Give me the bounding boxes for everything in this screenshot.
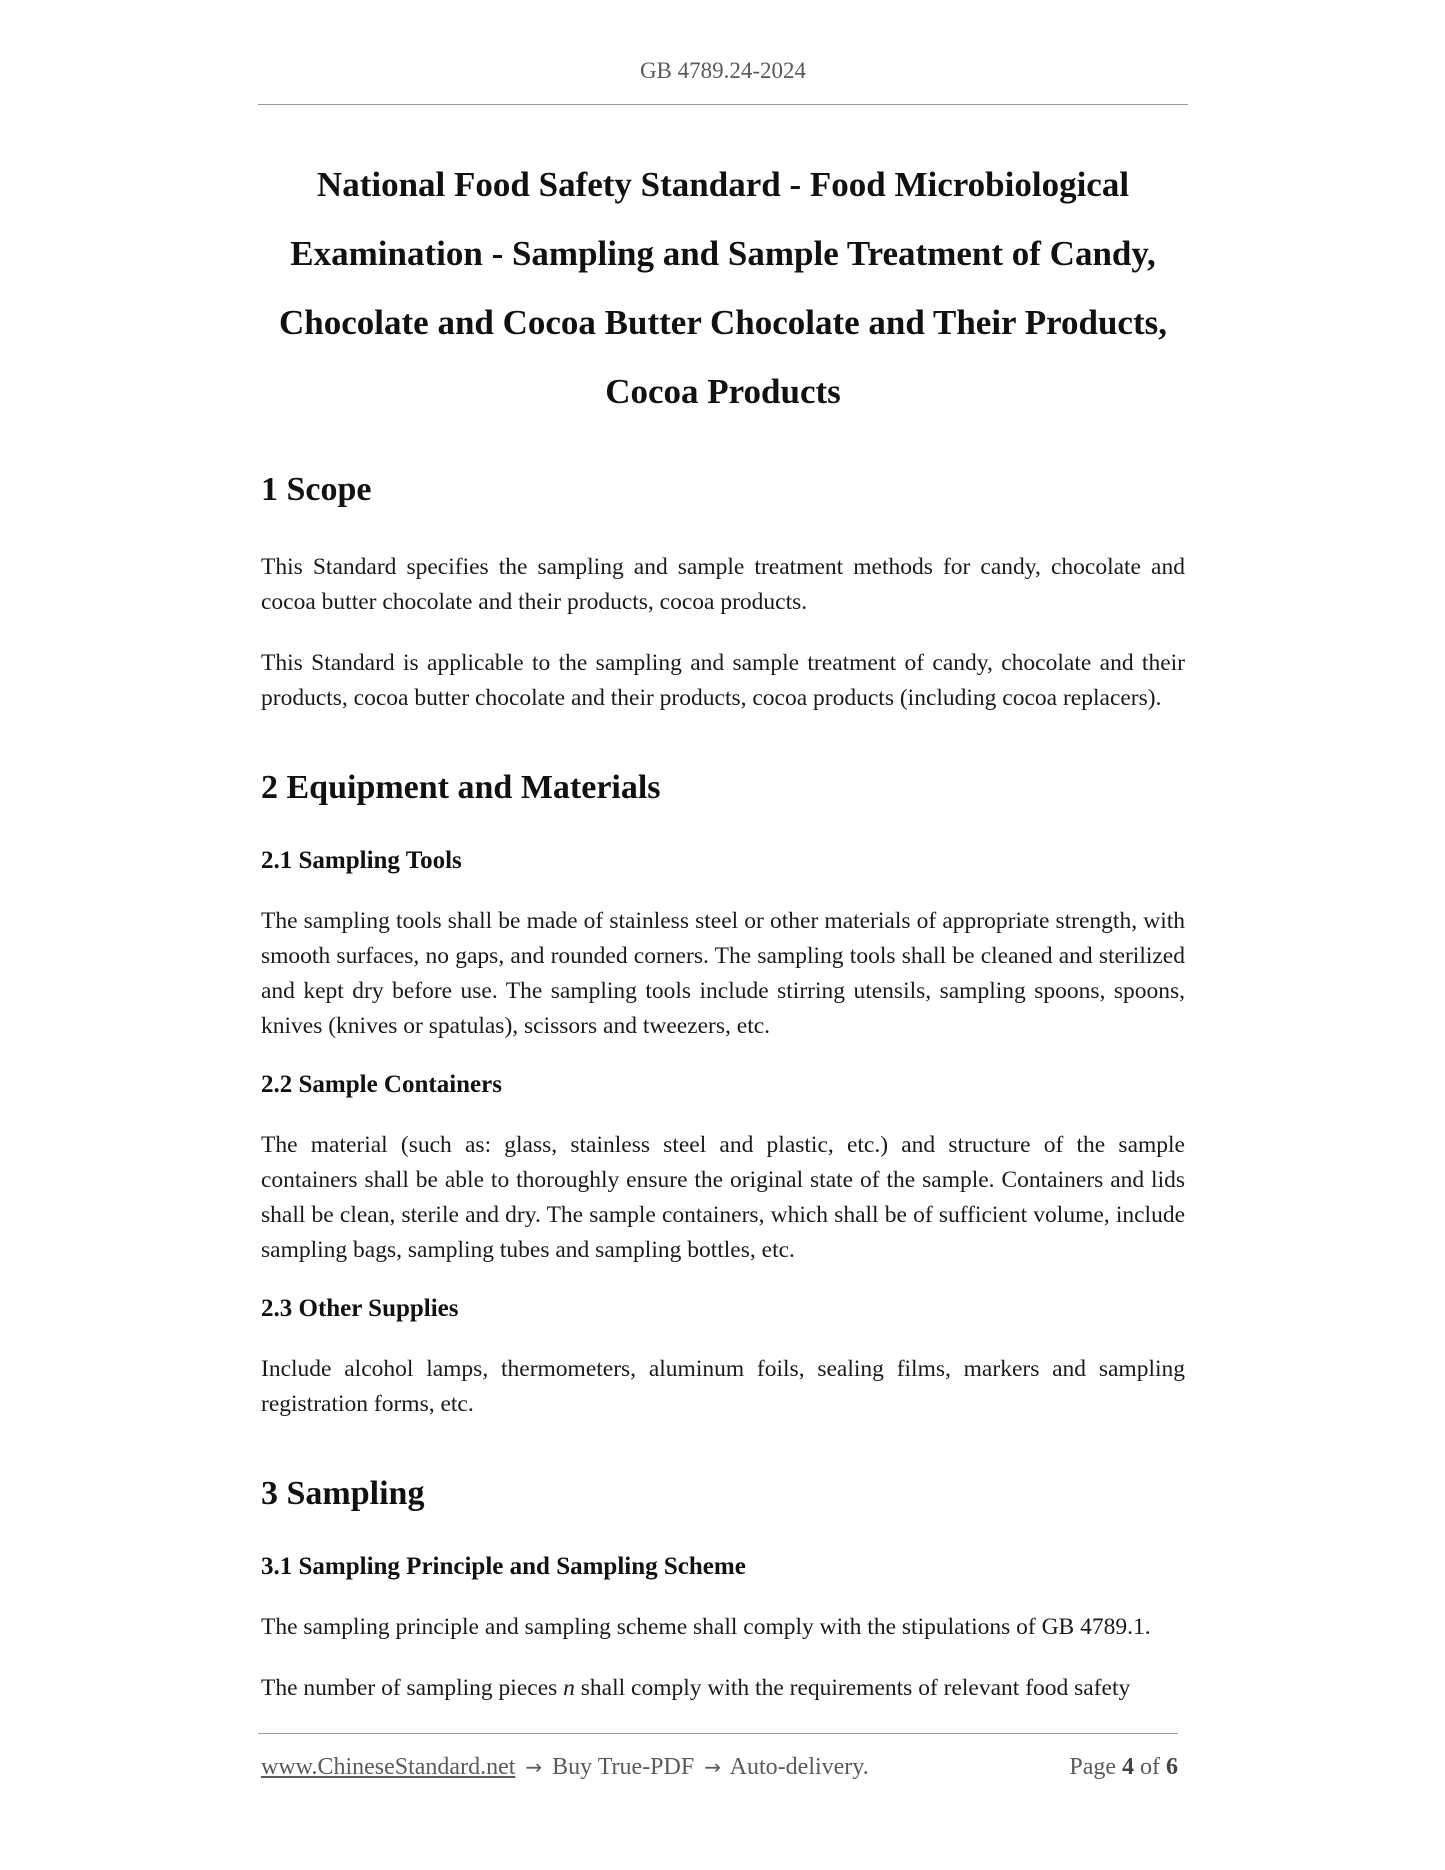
paragraph-text-after: shall comply with the requirements of relevant food safety [574, 1675, 1131, 1701]
section-heading-sampling: 3 Sampling [261, 1475, 425, 1512]
section-heading-equipment: 2 Equipment and Materials [261, 769, 661, 806]
sampling-principle-paragraph-2 [261, 1671, 1185, 1706]
title-line-4: Cocoa Products [605, 372, 841, 411]
running-header: GB 4789.24-2024 [639, 58, 807, 83]
page-content [261, 150, 1185, 1706]
subsection-heading-other-supplies: 2.3 Other Supplies [261, 1295, 459, 1322]
sampling-tools-paragraph: The sampling tools shall be made of stainless steel or other materials of appropriate strength, with smooth surfaces, no gaps, and rounded corners. The sampling tools shall be cleaned and sterilized and kept dry before use. The sampling tools include stirring utensils, sampling spoons, spoons, knives (knives or spatulas), scissors and tweezers, etc. [261, 908, 1185, 1039]
buy-true-pdf-text: Buy True-PDF [552, 1754, 695, 1780]
subsection-heading-sampling-tools: 2.1 Sampling Tools [261, 847, 462, 874]
page-total: 6 [1166, 1754, 1178, 1780]
sampling-principle-paragraph-1: The sampling principle and sampling scheme shall comply with the stipulations of GB 4789.1. [261, 1614, 1151, 1640]
section-heading-scope: 1 Scope [261, 471, 372, 508]
page-label: Page [1069, 1754, 1116, 1780]
page-current: 4 [1122, 1754, 1134, 1780]
arrow-right-icon: → [525, 1755, 543, 1779]
auto-delivery-text: Auto-delivery. [729, 1754, 869, 1780]
footer-divider [258, 1733, 1178, 1734]
variable-n: n [563, 1675, 575, 1701]
scope-paragraph-1: This Standard specifies the sampling and sample treatment methods for candy, chocolate and cocoa butter chocolate and their products, cocoa products. [261, 554, 1185, 615]
other-supplies-paragraph: Include alcohol lamps, thermometers, aluminum foils, sealing films, markers and sampling registration forms, etc. [261, 1356, 1185, 1417]
scope-paragraph-2: This Standard is applicable to the sampling and sample treatment of candy, chocolate and their products, cocoa butter chocolate and their products, cocoa products (including cocoa replacers). [261, 650, 1185, 711]
paragraph-text-before: The number of sampling pieces [261, 1675, 564, 1701]
subsection-heading-sample-containers: 2.2 Sample Containers [261, 1071, 502, 1098]
title-line-1: National Food Safety Standard - Food Microbiological [316, 165, 1130, 204]
sample-containers-paragraph: The material (such as: glass, stainless steel and plastic, etc.) and structure of the sample containers shall be able to thoroughly ensure the original state of the sample. Containers and lids shall be clean, sterile and dry. The sample containers, which shall be of sufficient volume, include sampling bags, sampling tubes and sampling bottles, etc. [261, 1132, 1185, 1263]
footer-promo [261, 1754, 869, 1781]
arrow-right-icon: → [704, 1755, 721, 1779]
page-number [1069, 1754, 1178, 1781]
title-line-2: Examination - Sampling and Sample Treatment of Candy, [290, 234, 1156, 273]
document-title [261, 150, 1185, 426]
subsection-heading-sampling-principle: 3.1 Sampling Principle and Sampling Scheme [261, 1553, 746, 1580]
title-line-3: Chocolate and Cocoa Butter Chocolate and Their Products, [279, 303, 1167, 342]
header-divider [258, 104, 1188, 105]
chinese-standard-link[interactable]: www.ChineseStandard.net [261, 1754, 516, 1780]
page-of-label: of [1140, 1754, 1160, 1780]
